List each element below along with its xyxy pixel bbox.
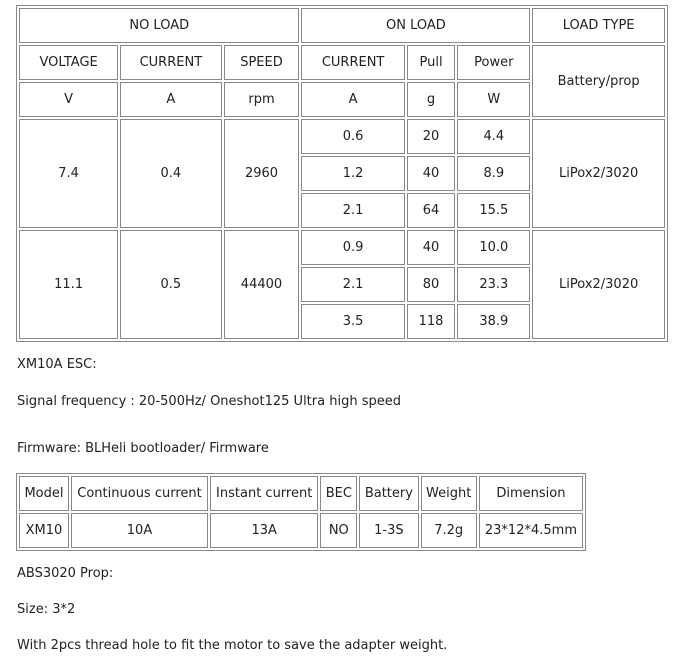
signal-frequency-text: Signal frequency : 20-500Hz/ Oneshot125 Ultra high speed — [17, 394, 401, 409]
unit-cell: A — [301, 82, 404, 117]
column-header: Pull — [407, 45, 456, 80]
prop-note-text: With 2pcs thread hole to fit the motor to save the adapter weight. — [17, 638, 448, 653]
column-header: VOLTAGE — [19, 45, 118, 80]
column-header: Weight — [421, 476, 477, 511]
power-cell: 38.9 — [457, 304, 530, 339]
unit-cell: V — [19, 82, 118, 117]
load-type-cell: LiPox2/3020 — [532, 230, 665, 339]
voltage-cell: 7.4 — [19, 119, 118, 228]
column-header: SPEED — [224, 45, 300, 80]
table-cell: NO — [320, 513, 357, 548]
column-header: Dimension — [479, 476, 583, 511]
table-cell: 1-3S — [359, 513, 418, 548]
load-current-cell: 1.2 — [301, 156, 404, 191]
power-cell: 4.4 — [457, 119, 530, 154]
firmware-text: Firmware: BLHeli bootloader/ Firmware — [17, 441, 269, 456]
unit-cell: A — [120, 82, 221, 117]
column-header: Instant current — [210, 476, 318, 511]
table-row — [19, 513, 583, 548]
column-header: CURRENT — [301, 45, 404, 80]
column-header: Battery — [359, 476, 418, 511]
on-load-header: ON LOAD — [301, 8, 530, 43]
voltage-cell: 11.1 — [19, 230, 118, 339]
no-load-current-cell: 0.5 — [120, 230, 221, 339]
esc-heading: XM10A ESC: — [17, 357, 97, 372]
column-header: BEC — [320, 476, 357, 511]
table-row — [19, 119, 665, 154]
table-header-row — [19, 476, 583, 511]
table-cell: 13A — [210, 513, 318, 548]
esc-spec-table — [16, 473, 586, 551]
load-current-cell: 0.9 — [301, 230, 404, 265]
unit-cell: rpm — [224, 82, 300, 117]
load-current-cell: 2.1 — [301, 267, 404, 302]
table-row — [19, 230, 665, 265]
load-current-cell: 3.5 — [301, 304, 404, 339]
power-cell: 8.9 — [457, 156, 530, 191]
column-header: Model — [19, 476, 69, 511]
table-cell: 10A — [71, 513, 208, 548]
prop-size-text: Size: 3*2 — [17, 602, 76, 617]
column-header: CURRENT — [120, 45, 221, 80]
unit-cell: g — [407, 82, 456, 117]
pull-cell: 20 — [407, 119, 456, 154]
power-cell: 10.0 — [457, 230, 530, 265]
table-cell: 23*12*4.5mm — [479, 513, 583, 548]
speed-cell: 44400 — [224, 230, 300, 339]
motor-spec-table — [16, 5, 668, 342]
prop-heading: ABS3020 Prop: — [17, 566, 114, 581]
pull-cell: 40 — [407, 230, 456, 265]
no-load-header: NO LOAD — [19, 8, 299, 43]
load-type-header: LOAD TYPE — [532, 8, 665, 43]
unit-cell: W — [457, 82, 530, 117]
load-type-label: Battery/prop — [532, 45, 665, 117]
pull-cell: 64 — [407, 193, 456, 228]
table-cell: XM10 — [19, 513, 69, 548]
power-cell: 15.5 — [457, 193, 530, 228]
table-cell: 7.2g — [421, 513, 477, 548]
pull-cell: 118 — [407, 304, 456, 339]
load-type-cell: LiPox2/3020 — [532, 119, 665, 228]
pull-cell: 80 — [407, 267, 456, 302]
load-current-cell: 2.1 — [301, 193, 404, 228]
load-current-cell: 0.6 — [301, 119, 404, 154]
power-cell: 23.3 — [457, 267, 530, 302]
column-header: Continuous current — [71, 476, 208, 511]
no-load-current-cell: 0.4 — [120, 119, 221, 228]
column-header: Power — [457, 45, 530, 80]
speed-cell: 2960 — [224, 119, 300, 228]
pull-cell: 40 — [407, 156, 456, 191]
